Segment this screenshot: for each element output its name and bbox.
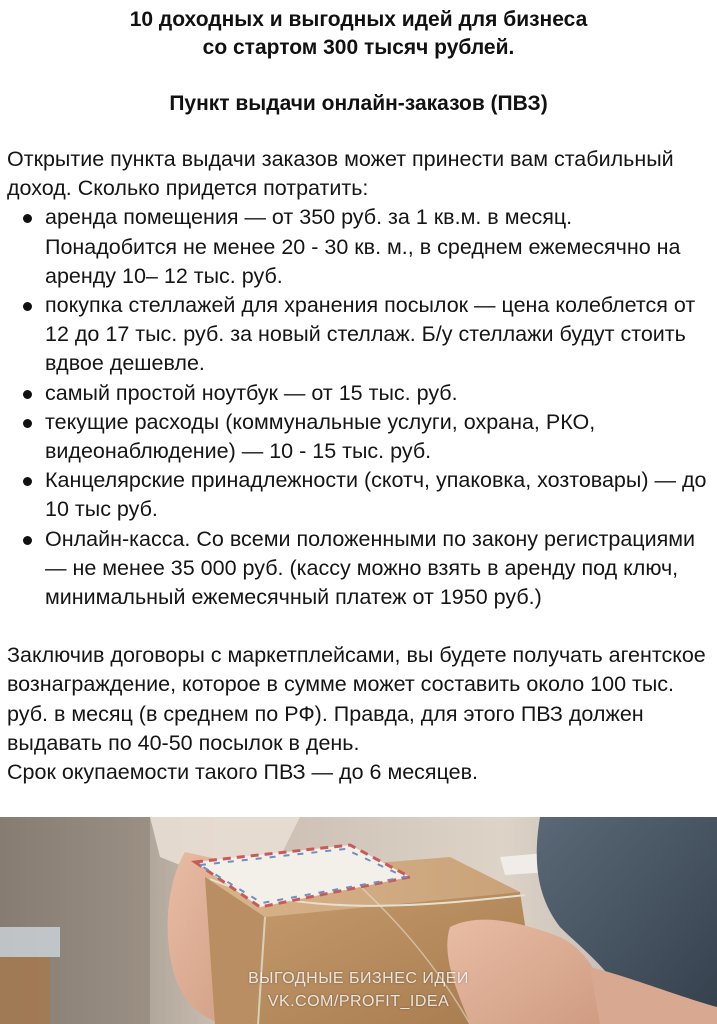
payback-paragraph: Срок окупаемости такого ПВЗ — до 6 месяцев. xyxy=(7,760,478,785)
list-item-text: Канцелярские принадлежности (скотч, упаковка, хозтовары) — до 10 тыс руб. xyxy=(45,468,707,522)
section-title: Пункт выдачи онлайн-заказов (ПВЗ) xyxy=(169,92,548,115)
article-body xyxy=(7,145,709,787)
paragraph-spacer xyxy=(7,612,709,641)
post-title-line-2: со стартом 300 тысяч рублей. xyxy=(202,36,515,59)
post-header xyxy=(0,6,717,62)
watermark-line-2: VK.COM/PROFIT_IDEA xyxy=(267,993,450,1010)
intro-paragraph: Открытие пункта выдачи заказов может принести вам стабильный доход. Сколько придется потратить: xyxy=(7,147,674,201)
post-title-line-1: 10 доходных и выгодных идей для бизнеса xyxy=(129,8,588,31)
list-item-text: текущие расходы (коммунальные услуги, охрана, РКО, видеонаблюдение) — 10 - 15 тыс. руб. xyxy=(45,409,596,464)
bullet-icon xyxy=(23,477,32,486)
list-item xyxy=(7,291,709,379)
parcel-handover-photo xyxy=(0,817,717,1024)
list-item xyxy=(7,408,709,466)
list-item-text: покупка стеллажей для хранения посылок — цена колеблется от 12 до 17 тыс. руб. за новый стеллаж. Б/у стеллажи будут стоить вдвое дешевле. xyxy=(45,293,696,376)
watermark-line-1: ВЫГОДНЫЕ БИЗНЕС ИДЕИ xyxy=(248,970,469,987)
list-item xyxy=(7,379,709,408)
list-item xyxy=(7,203,709,291)
bullet-icon xyxy=(23,419,32,428)
list-item xyxy=(7,466,709,524)
bullet-icon xyxy=(23,390,32,399)
bullet-icon xyxy=(23,302,32,311)
list-item xyxy=(7,525,709,613)
list-item-text: аренда помещения — от 350 руб. за 1 кв.м. в месяц. Понадобится не менее 20 - 30 кв. м., в среднем ежемесячно на аренду 10– 12 тыс. руб. xyxy=(45,205,681,288)
outro-paragraph: Заключив договоры с маркетплейсами, вы будете получать агентское вознаграждение, которое в сумме может составить около 100 тыс. руб. в месяц (в среднем по РФ). Правда, для этого ПВЗ должен выдавать по 40-50 посылок в день. xyxy=(7,643,706,755)
list-item-text: Онлайн-касса. Со всеми положенными по закону регистрациями — не менее 35 000 руб. (кассу можно взять в аренду под ключ, минимальный ежемесячный платеж от 1950 руб.) xyxy=(45,526,696,610)
expense-list xyxy=(7,203,709,612)
list-item-text: самый простой ноутбук — от 15 тыс. руб. xyxy=(45,380,458,405)
bullet-icon xyxy=(23,536,32,545)
bullet-icon xyxy=(23,214,32,223)
